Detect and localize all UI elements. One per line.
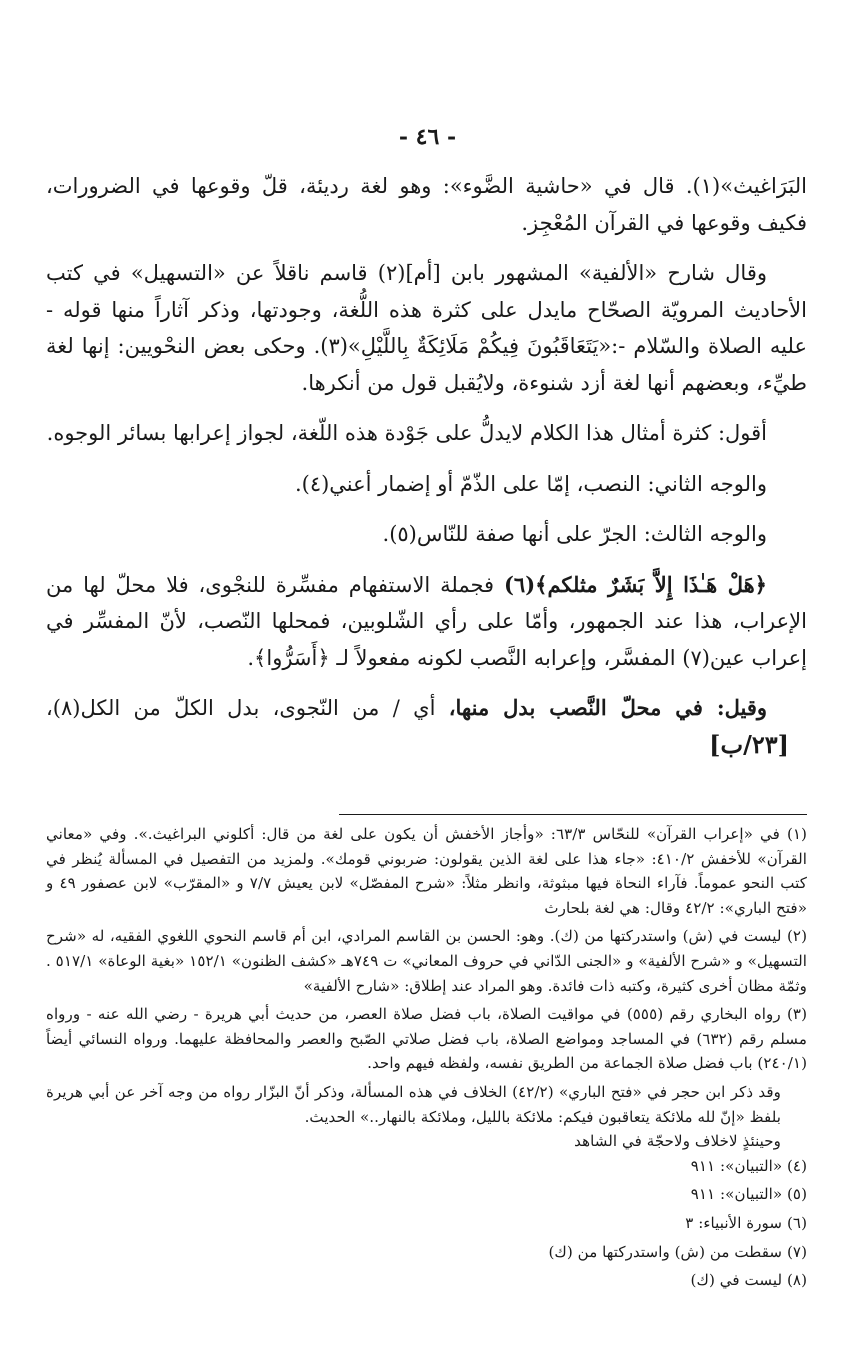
paragraph-5: والوجه الثالث: الجرّ على أنها صفة للنّاس(٥).	[382, 522, 767, 546]
footnote-6: (٦) سورة الأنبياء: ٣	[685, 1213, 807, 1232]
paragraph-4: والوجه الثاني: النصب، إمّا على الذّمّ أو إضمار أعني(٤).	[294, 471, 767, 496]
paragraph-6	[46, 567, 807, 677]
paragraph-7-lead: وقيل: في محلّ النَّصب بدل منها،	[448, 695, 767, 720]
paragraph-3: أقول: كثرة أمثال هذا الكلام لايدلُّ على جَوْدة هذه اللّغة، لجواز إعرابها بسائر الوجوه.	[46, 421, 767, 445]
paragraph-7-text: أي / من النّجوى، بدل الكلّ من الكل(٨)،	[46, 696, 449, 720]
main-text	[46, 168, 807, 778]
footnote-4: (٤) «التبيان»: ٩١١	[690, 1156, 807, 1175]
footnote-3: (٣) رواه البخاري رقم (٥٥٥) في مواقيت الصلاة، باب فضل صلاة العصر، من حديث أبي هريرة - رضي الله عنه - ورواه مسلم رقم (٦٣٢) في المساجد ومواضع الصلاة، باب فضل صلاتي الصّبح والعصر والمحافظة عليهما. ورواه النسائي أيضاً (٢٤٠/١) باب فضل صلاة الجماعة من الطريق نفسه، ولفظه فيهم واحد.	[46, 1005, 807, 1073]
footnote-1: (١) في «إعراب القرآن» للنحّاس ٦٣/٣: «وأجاز الأخفش أن يكون على لغة من قال: أكلوني البراغيث.». وفي «معاني القرآن» للأخفش ٤١٠/٢: «جاء هذا على لغة الذين يقولون: ضربوني قومك». ولمزيد من التفصيل في المسألة يُنظر في كتب النحو عموماً. فآراء النحاة فيها مبثوثة، وانظر مثلاً: «شرح المفصّل» لابن يعيش ٧/٧ و «المقرّب» لابن عصفور ٤٩ و «فتح الباري»: ٤٢/٢ وقال: هي لغة بلحارث	[46, 825, 807, 917]
footnote-3-conclusion: وحينئذٍ لاخلاف ولاحجّة في الشاهد	[574, 1132, 781, 1151]
paragraph-1: البَرَاغيث»(١). قال في «حاشية الضَّوء»: وهو لغة رديئة، قلّ وقوعها في الضرورات، فكيف وقوعها في القرآن المُعْجِز.	[46, 174, 808, 235]
footnote-2: (٢) ليست في (ش) واستدركتها من (ك). وهو: الحسن بن القاسم المرادي، ابن أم قاسم النحوي اللغوي الفقيه، له «شرح التسهيل» و «شرح الألفية» و «الجنى الدّاني في حروف المعاني» ت ٧٤٩هـ «كشف الظنون» ١٥٢/١ «بغية الوعاة» ٥١٧/١ . وثمّة مظان أخرى كثيرة، وكتبه ذات فائدة. وهو المراد عند إطلاق: «شارح الألفية»	[46, 927, 807, 995]
paragraph-7	[46, 690, 807, 764]
footnotes	[46, 822, 807, 1297]
footnote-8: (٨) ليست في (ك)	[690, 1271, 807, 1290]
footnote-3-continued: وقد ذكر ابن حجر في «فتح الباري» (٤٢/٢) الخلاف في هذه المسألة، وذكر أنّ البزّار رواه من وجه آخر عن أبي هريرة بلفظ «إنّ لله ملائكة يتعاقبون فيكم: ملائكة بالليل، وملائكة بالنهار..» الحديث.	[46, 1082, 781, 1126]
paragraph-2: وقال شارح «الألفية» المشهور بابن [أم](٢) قاسم ناقلاً عن «التسهيل» في كتب الأحاديث المرويّة الصحّاح مايدل على كثرة هذه اللُّغة، وجودتها، وذكر آثاراً منها قوله - عليه الصلاة والسّلام -:«يَتَعَاقَبُونَ فِيكُمْ مَلَائِكَةٌ بِاللَّيْلِ»(٣). وحكى بعض النحْويين: إنها لغة طيِّء، وبعضهم أنها لغة أزد شنوءة، ولايُقبل قول من أنكرها.	[46, 261, 807, 395]
paragraph-6-text: فجملة الاستفهام مفسِّرة للنجْوى، فلا محلّ لها من الإعراب، هذا عند الجمهور، وأمّا على رأي الشّلوبين، فمحلها النّصب، لأنّ المفسِّر في إعراب عين(٧) المفسَّر، وإعرابه النَّصب لكونه مفعولاً لـ ﴿أَسَرُّوا﴾.	[46, 572, 807, 670]
footnote-5: (٥) «التبيان»: ٩١١	[690, 1185, 807, 1204]
footnote-divider	[339, 814, 807, 815]
footnote-7: (٧) سقطت من (ش) واستدركتها من (ك)	[548, 1242, 807, 1261]
quranic-quote: ﴿هَلْ هَـٰذَا إِلاَّ بَشَرٌ مثلكم﴾(٦)	[503, 571, 767, 597]
folio-marker: [٢٣/ب]	[709, 729, 789, 759]
page-number: - ٤٦ -	[398, 124, 457, 150]
